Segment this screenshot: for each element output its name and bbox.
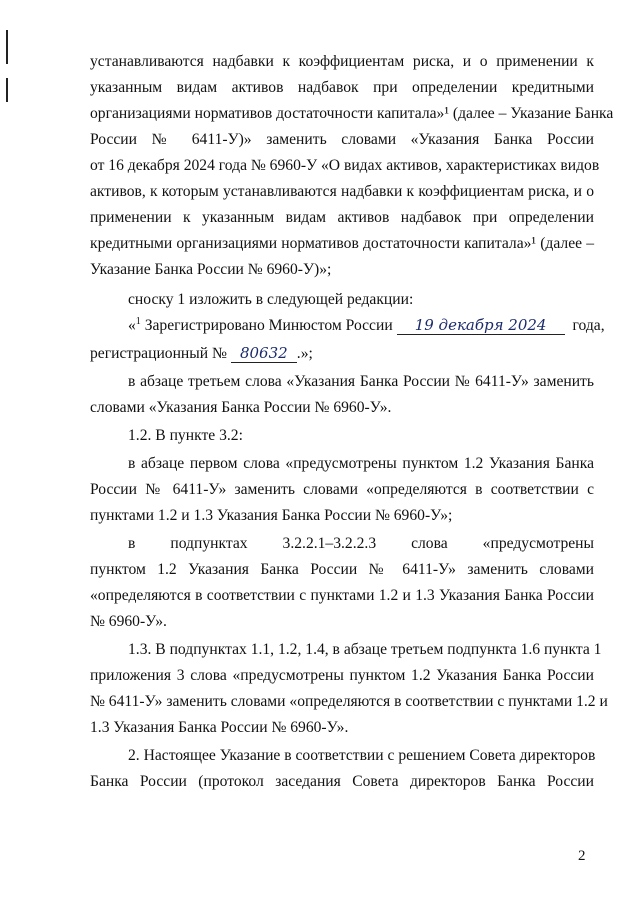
footnote-line [128, 316, 605, 338]
footnote-open-quote: « [128, 317, 136, 334]
text-line: приложения 3 слова «предусмотрены пунктом 1.2 Указания Банка России [90, 667, 594, 684]
footnote-text-year: года, [572, 317, 605, 334]
text-line: 1.3. В подпунктах 1.1, 1.2, 1.4, в абзаце третьем подпункта 1.6 пункта 1 [128, 641, 602, 658]
text-line: в подпунктах 3.2.2.1–3.2.2.3 слова «предусмотрены [128, 535, 594, 552]
text-line: словами «Указания Банка России № 6960-У». [90, 399, 392, 416]
text-line: сноску 1 изложить в следующей редакции: [128, 291, 414, 308]
text-line: указанным видам активов надбавок при определении кредитными [90, 79, 594, 96]
text-line: Банка России (протокол заседания Совета директоров Банка России [90, 773, 594, 790]
margin-change-bar-2 [6, 78, 8, 102]
registration-label: регистрационный № [90, 345, 227, 362]
text-line: Указание Банка России № 6960-У)»; [90, 261, 332, 278]
text-line: «определяются в соответствии с пунктами 1.2 и 1.3 Указания Банка России [90, 587, 594, 604]
footnote-superscript: 1 [135, 316, 141, 327]
text-line: активов, к которым устанавливаются надбавки к коэффициентам риска, и о [90, 183, 594, 200]
text-line: кредитными организациями нормативов достаточности капитала»¹ (далее – [90, 235, 594, 252]
text-line: устанавливаются надбавки к коэффициентам риска, и о применении к [90, 53, 594, 70]
text-line: применении к указанным видам активов надбавок при определении [90, 209, 594, 226]
margin-change-bar-1 [6, 30, 8, 64]
text-line: от 16 декабря 2024 года № 6960-У «О видах активов, характеристиках видов [90, 157, 600, 174]
text-line: 1.2. В пункте 3.2: [128, 427, 243, 444]
text-line: пунктом 1.2 Указания Банка России № 6411-У» заменить словами [90, 561, 594, 578]
page-number: 2 [578, 848, 586, 864]
text-line: пунктами 1.2 и 1.3 Указания Банка России № 6960-У»; [90, 507, 453, 524]
registration-line [90, 344, 594, 364]
text-line: России № 6411-У)» заменить словами «Указания Банка России [90, 131, 594, 148]
text-line: 1.3 Указания Банка России № 6960-У». [90, 719, 349, 736]
handwritten-registration-number: 80632 [231, 345, 297, 363]
handwritten-registration-date: 19 декабря 2024 [397, 317, 565, 335]
text-line: организациями нормативов достаточности капитала»¹ (далее – Указание Банка [90, 105, 614, 122]
text-line: 2. Настоящее Указание в соответствии с решением Совета директоров [128, 747, 596, 764]
text-line: № 6411-У» заменить словами «определяются в соответствии с пунктами 1.2 и [90, 693, 608, 710]
text-line: в абзаце третьем слова «Указания Банка России № 6411-У» заменить [128, 373, 594, 390]
registration-suffix: .»; [296, 345, 313, 362]
text-line: № 6960-У». [90, 613, 167, 630]
footnote-text: Зарегистрировано Минюстом России [140, 317, 393, 334]
text-line: в абзаце первом слова «предусмотрены пунктом 1.2 Указания Банка [128, 455, 594, 472]
text-line: России № 6411-У» заменить словами «определяются в соответствии с [90, 481, 594, 498]
